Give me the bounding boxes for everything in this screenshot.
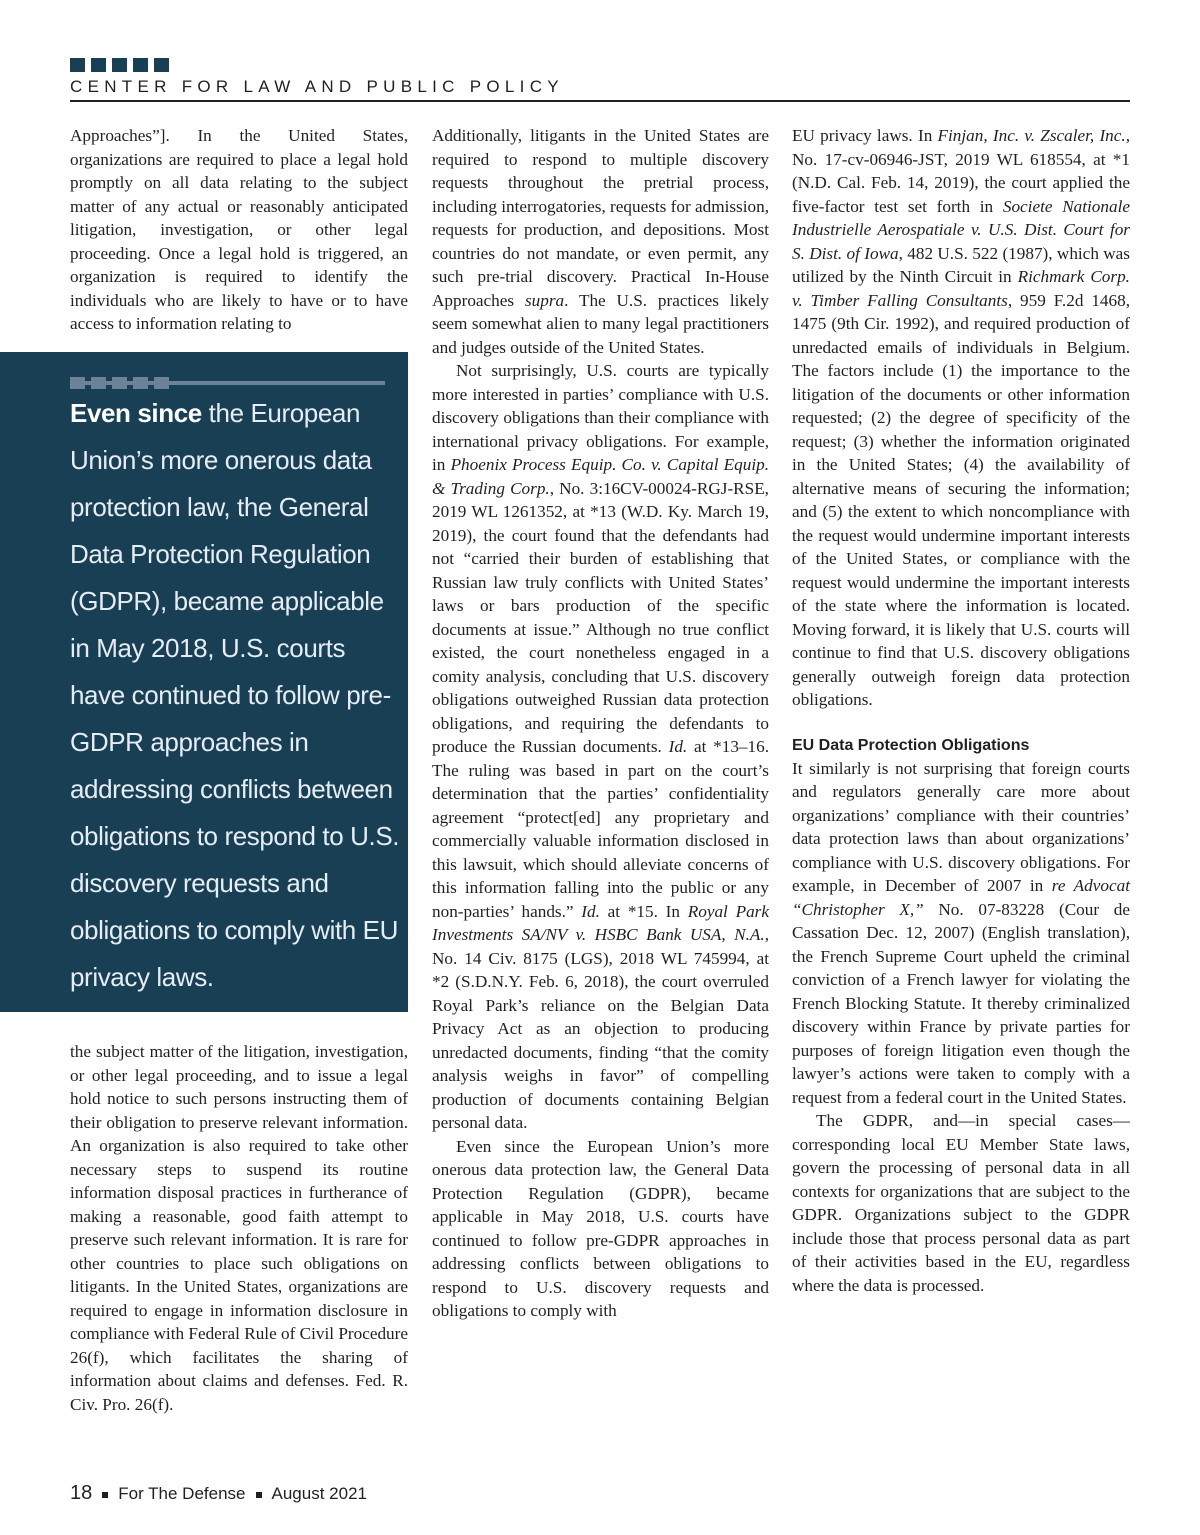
text-run: No. 07-83228 (Cour de Cassation Dec. 12, 2007) (English translation), the French Supreme Court upheld the criminal conviction of a French lawyer for violating the French Blocking Statute. It thereby criminalized discovery within France by private parties for purposes of foreign litigation even though the lawyer’s actions were taken to comply with a request from a federal court in the United States. <box>792 899 1130 1107</box>
text-run: at *13–16. The ruling was based in part on the court’s determination that the parties’ confidentiality agreement “protect[ed] any proprietary and commercially valuable information disclosed in this lawsuit, which should alleviate concerns of this information falling into the public or any non-parties’ hands.” <box>432 737 769 921</box>
header-square <box>154 58 169 72</box>
citation: Societe Nationale Industrielle Aerospatiale v. U.S. Dist. Court for S. Dist. of Iowa <box>792 196 1130 263</box>
paragraph <box>432 359 769 1135</box>
citation: Richmark Corp. v. Timber Falling Consultants <box>792 267 1130 310</box>
citation: Id. <box>668 737 688 756</box>
page-number: 18 <box>70 1482 93 1504</box>
pull-quote-text <box>70 390 405 1001</box>
text-run: , No. 3:16CV-00024-RGJ-RSE, 2019 WL 1261352, at *13 (W.D. Ky. March 19, 2019), the court found that the defendants had not “carried their burden of establishing that Russian law truly conflicts with United States’ laws or bars production of the specific documents at issue.” Although no true conflict existed, the court nonetheless engaged in a comity analysis, concluding that U.S. discovery obligations outweighed Russian data protection obligations, and requiring the defendants to produce the Russian documents. <box>432 478 769 756</box>
pull-quote-squares <box>70 377 169 389</box>
text-run: Not surprisingly, U.S. courts are typically more interested in parties’ compliance with U.S. discovery obligations than their compliance with international privacy obligations. For example, in <box>432 361 769 474</box>
issue-date: August 2021 <box>271 1484 367 1503</box>
citation: Id. <box>581 901 600 921</box>
citation: Finjan, Inc. v. Zscaler, Inc. <box>937 126 1126 145</box>
paragraph: the subject matter of the litigation, investigation, or other legal proceeding, and to issue a legal hold notice to such persons instructing them of their obligation to preserve relevant information. An organization is also required to take other necessary steps to suspend its routine information disposal practices in furtherance of making a reasonable, good faith attempt to preserve such relevant information. It is rare for other countries to place such obligations on litigants. In the United States, organizations are required to engage in information disclosure in compliance with Federal Rule of Civil Procedure 26(f), which facilitates the sharing of information about claims and defenses. Fed. R. Civ. Pro. 26(f). <box>70 1042 408 1414</box>
paragraph: Even since the European Union’s more onerous data protection law, the General Data Protection Regulation (GDPR), became applicable in May 2018, U.S. courts have continued to follow pre-GDPR approaches in addressing conflicts between obligations to respond to U.S. discovery requests and obligations to comply with <box>432 1136 769 1320</box>
subheading: EU Data Protection Obligations <box>792 736 1030 754</box>
header-square <box>91 58 106 72</box>
header-rule <box>70 100 1130 102</box>
citation: Phoenix Process Equip. Co. v. Capital Equip. & Trading Corp. <box>432 455 770 498</box>
pull-quote-square <box>91 377 106 389</box>
paragraph <box>792 757 1130 1110</box>
text-run: , No. 14 Civ. 8175 (LGS), 2018 WL 745994, at *2 (S.D.N.Y. Feb. 6, 2018), the court overruled Royal Park’s reliance on the Belgian Data Privacy Act as an objection to producing unredacted documents, finding “that the comity analysis weighs in favor” of compelling production of documents containing Belgian personal data. <box>432 925 769 1132</box>
pull-quote-square <box>154 377 169 389</box>
column-1-bottom <box>70 1040 408 1416</box>
header-squares <box>70 58 169 72</box>
header-square <box>112 58 127 72</box>
paragraph <box>792 124 1130 712</box>
paragraph: The GDPR, and—in special cases—corresponding local EU Member State laws, govern the processing of personal data in all contexts for organizations that are subject to the GDPR. Organizations subject to the GDPR include those that process personal data as part of their activities based in the EU, regardless where the data is processed. <box>792 1111 1130 1295</box>
header-square <box>70 58 85 72</box>
header-square <box>133 58 148 72</box>
text-run: . The U.S. practices likely seem somewhat alien to many legal practitioners and judges outside of the United States. <box>432 290 769 357</box>
paragraph: Approaches”]. In the United States, organizations are required to place a legal hold promptly on all data relating to the subject matter of any actual or reasonably anticipated litigation, investigation, or other legal proceeding. Once a legal hold is triggered, an organization is required to identify the individuals who are likely to have or to have access to information relating to <box>70 126 408 333</box>
footer-separator <box>102 1492 108 1498</box>
text-run: , 959 F.2d 1468, 1475 (9th Cir. 1992), and required production of unredacted emails of individuals in Belgium. The factors include (1) the importance to the litigation of the documents or other information requested; (2) the degree of specificity of the request; (3) whether the information originated in the United States; (4) the availability of alternative means of securing the information; and (5) the extent to which noncompliance with the request would undermine important interests of the United States, or compliance with the request would undermine the important interests of the state where the information is located. Moving forward, it is likely that U.S. courts will continue to find that U.S. discovery obligations generally outweigh foreign data protection obligations. <box>792 290 1130 709</box>
text-run: Additionally, litigants in the United States are required to respond to multiple discovery requests throughout the pretrial process, including interrogatories, requests for admission, requests for production, and depositions. Most countries do not mandate, or even permit, any such pre-trial discovery. Practical In-House Approaches <box>432 126 769 310</box>
pull-quote-body: the European Union’s more onerous data protection law, the General Data Protection Regulation (GDPR), became applicable in May 2018, U.S. courts have continued to follow pre-GDPR approaches in addressing conflicts between obligations to respond to U.S. discovery requests and obligations to comply with EU privacy laws. <box>70 398 400 992</box>
pull-quote <box>0 352 408 1012</box>
text-run: , No. 17-cv-06946-JST, 2019 WL 618554, at *1 (N.D. Cal. Feb. 14, 2019), the court applied the five-factor test set forth in <box>792 126 1130 216</box>
footer-separator <box>256 1492 262 1498</box>
text-run: at *15. In <box>599 901 688 921</box>
citation: Royal Park Investments SA/NV v. HSBC Bank USA, N.A. <box>432 901 769 944</box>
pull-quote-square <box>112 377 127 389</box>
section-header: CENTER FOR LAW AND PUBLIC POLICY <box>70 77 564 96</box>
publication-name: For The Defense <box>118 1484 246 1503</box>
pull-quote-lead: Even since <box>70 398 202 428</box>
column-3 <box>792 124 1130 1297</box>
pull-quote-square <box>133 377 148 389</box>
text-run: It similarly is not surprising that foreign courts and regulators generally care more about organizations’ compliance with their countries’ data protection laws than about organizations’ compliance with U.S. discovery obligations. For example, in December of 2007 in <box>792 758 1130 895</box>
column-2 <box>432 124 769 1323</box>
citation: re Advocat “Christopher X,” <box>792 876 1130 919</box>
pull-quote-square <box>70 377 85 389</box>
paragraph <box>432 124 769 359</box>
text-run: EU privacy laws. In <box>792 126 938 145</box>
column-1-top <box>70 124 408 336</box>
page-footer <box>70 1482 367 1505</box>
citation: supra <box>524 290 565 310</box>
text-run: , 482 U.S. 522 (1987), which was utilized by the Ninth Circuit in <box>792 243 1130 286</box>
